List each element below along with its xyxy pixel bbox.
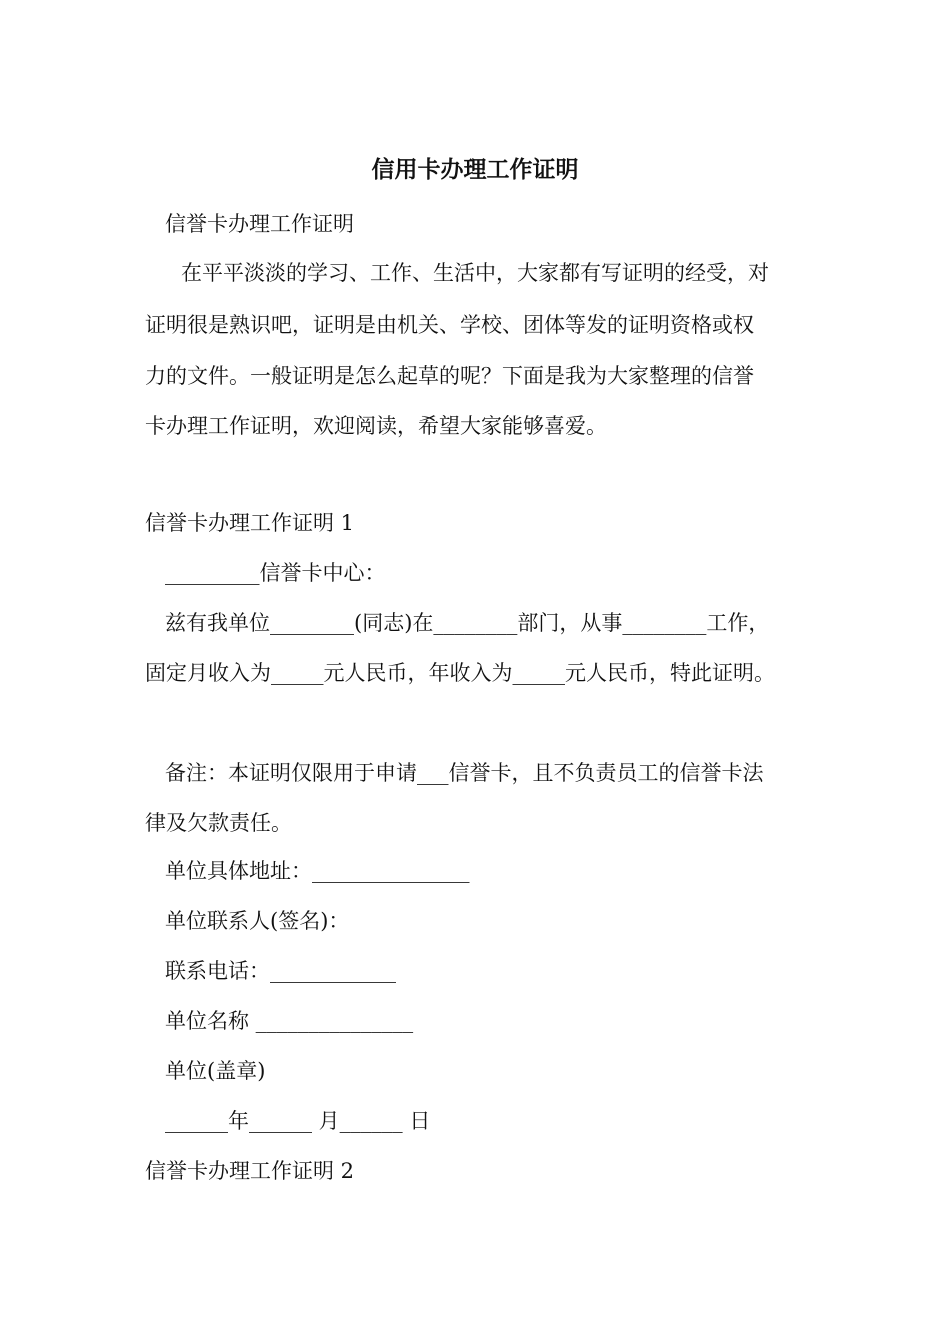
- unit-name-field: 单位名称 _______________: [165, 1009, 414, 1033]
- unit-seal-label: 单位(盖章): [165, 1059, 266, 1083]
- document-title: 信用卡办理工作证明: [371, 156, 579, 183]
- date-field: ______年______ 月______ 日: [165, 1109, 431, 1133]
- section1-addressee: _________信誉卡中心：: [165, 561, 386, 585]
- intro-heading: 信誉卡办理工作证明: [165, 212, 354, 236]
- intro-line-1: 在平平淡淡的学习、工作、生活中，大家都有写证明的经受，对: [181, 261, 769, 285]
- intro-line-2: 证明很是熟识吧，证明是由机关、学校、团体等发的证明资格或权: [145, 313, 754, 337]
- section1-note-line-1: 备注：本证明仅限用于申请___信誉卡，且不负责员工的信誉卡法: [165, 761, 764, 785]
- section1-body-line-2: 固定月收入为_____元人民币，年收入为_____元人民币，特此证明。: [145, 661, 775, 685]
- intro-line-3: 力的文件。一般证明是怎么起草的呢？下面是我为大家整理的信誉: [145, 364, 754, 388]
- intro-line-4: 卡办理工作证明，欢迎阅读，希望大家能够喜爱。: [145, 414, 607, 438]
- unit-address-field: 单位具体地址：_______________: [165, 859, 470, 883]
- section1-note-line-2: 律及欠款责任。: [145, 811, 292, 835]
- section2-heading: 信誉卡办理工作证明 2: [145, 1159, 355, 1183]
- contact-person-field: 单位联系人(签名)：: [165, 909, 350, 933]
- section1-heading: 信誉卡办理工作证明 1: [145, 511, 355, 535]
- section1-body-line-1: 兹有我单位________(同志)在________部门，从事________工作，: [165, 611, 770, 635]
- phone-field: 联系电话：____________: [165, 959, 396, 983]
